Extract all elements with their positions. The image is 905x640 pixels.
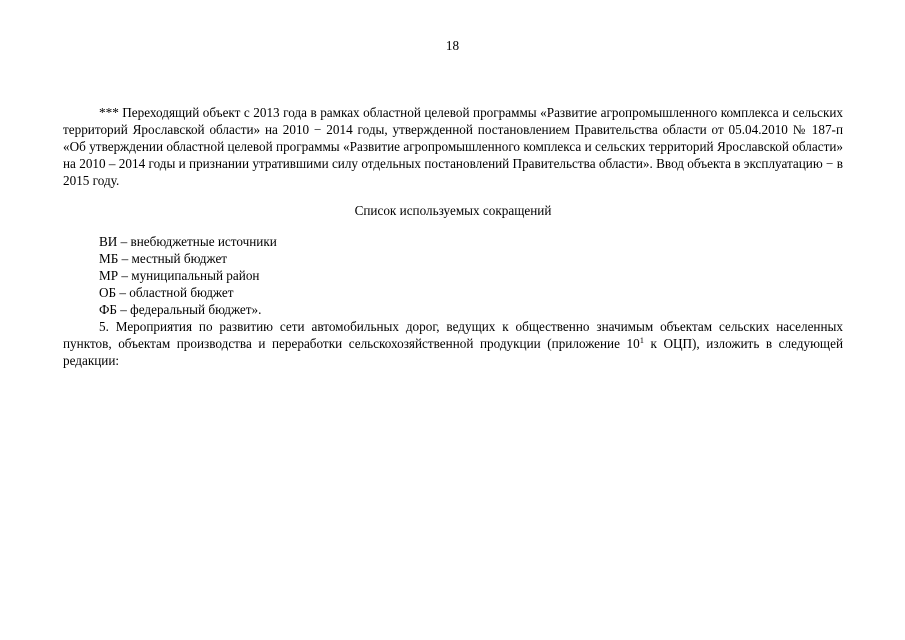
abbreviation-item: ВИ – внебюджетные источники (99, 233, 277, 249)
item-5-superscript: 1 (639, 335, 644, 346)
page-content (63, 104, 843, 369)
footnote-paragraph: *** Переходящий объект с 2013 года в рамках областной целевой программы «Развитие агропромышленного комплекса и сельских территорий Ярославской области» на 2010 − 2014 годы, утвержденной постановлением Правительства области от 05.04.2010 № 187-п «Об утверждении областной целевой программы «Развитие агропромышленного комплекса и сельских территорий Ярославской области» на 2010 – 2014 годы и признании утратившими силу отдельных постановлений Правительства области». Ввод объекта в эксплуатацию − в 2015 году. (63, 105, 843, 189)
abbreviation-item: ОБ – областной бюджет (99, 284, 234, 300)
abbreviations-heading: Список используемых сокращений (354, 203, 552, 219)
item-5-text-after: к ОЦП), изложить в следующей редакции: (63, 336, 843, 369)
abbreviation-item: МБ – местный бюджет (99, 250, 228, 266)
abbreviations-list (63, 233, 843, 318)
abbreviation-item: ФБ – федеральный бюджет». (99, 301, 262, 317)
abbreviation-item: МР – муниципальный район (99, 267, 260, 283)
item-5-paragraph (63, 318, 843, 369)
item-5-text-before: 5. Мероприятия по развитию сети автомобильных дорог, ведущих к общественно значимым объектам сельских населенных пунктов, объектам производства и переработки сельскохозяйственной продукции (приложение 10 (63, 319, 843, 352)
page-number: 18 (445, 38, 460, 53)
